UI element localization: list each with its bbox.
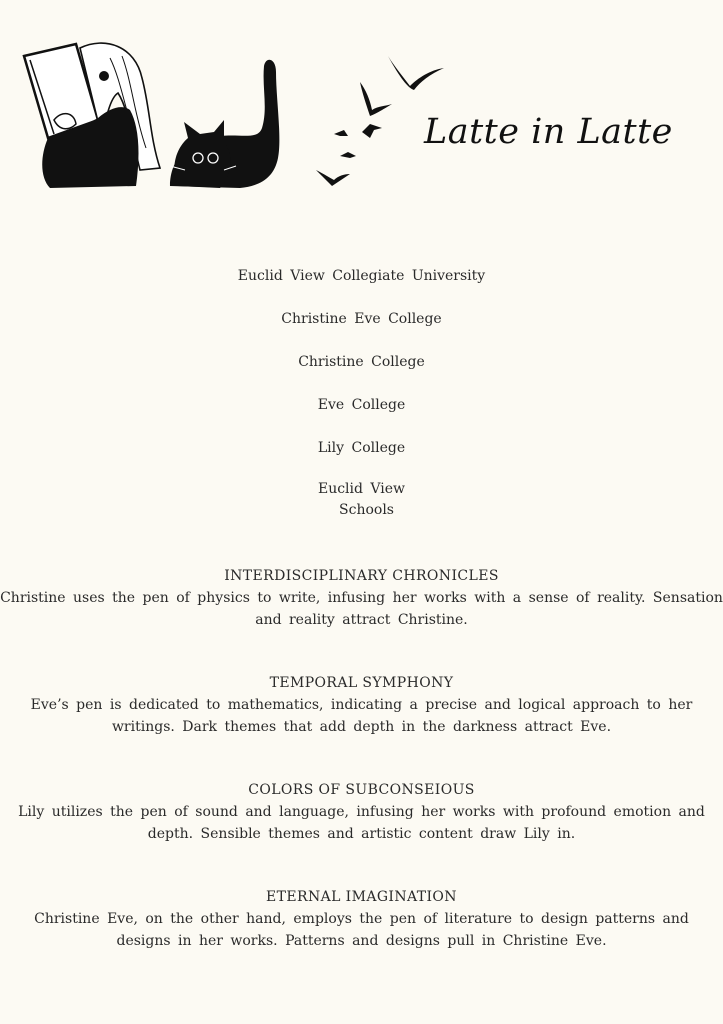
college-list [0, 264, 723, 521]
college-item: Eve College [317, 397, 406, 413]
schools-item [0, 479, 723, 521]
college-item: Christine College [298, 354, 425, 370]
section-body: Christine uses the pen of physics to write, infusing her works with a sense of reality. Sensation and reality attract Christine. [0, 590, 723, 628]
section-body: Eve’s pen is dedicated to mathematics, indicating a precise and logical approach to her writings. Dark themes that add depth in the darkness attract Eve. [30, 697, 693, 735]
section-temporal [0, 672, 723, 738]
section-interdisciplinary [0, 565, 723, 631]
section-heading: INTERDISCIPLINARY CHRONICLES [224, 568, 499, 584]
brand-title: Latte in Latte [424, 112, 673, 152]
college-item: Christine Eve College [281, 311, 442, 327]
section-body: Christine Eve, on the other hand, employs the pen of literature to design patterns and designs in her works. Patterns and designs pull in Christine Eve. [34, 911, 689, 949]
college-item: Lily College [317, 440, 406, 456]
header-illustration [10, 38, 460, 190]
section-heading: COLORS OF SUBCONSEIOUS [248, 782, 475, 798]
section-heading: TEMPORAL SYMPHONY [269, 675, 454, 691]
section-colors [0, 779, 723, 845]
section-body: Lily utilizes the pen of sound and language, infusing her works with profound emotion and depth. Sensible themes and artistic content draw Lily in. [18, 804, 705, 842]
section-eternal [0, 886, 723, 952]
section-heading: ETERNAL IMAGINATION [266, 889, 457, 905]
schools-line-1: Euclid View [317, 481, 406, 497]
girl-reading-with-cat-illustration [10, 38, 460, 190]
college-item: Euclid View Collegiate University [237, 268, 486, 284]
schools-line-2: Schools [339, 502, 394, 518]
